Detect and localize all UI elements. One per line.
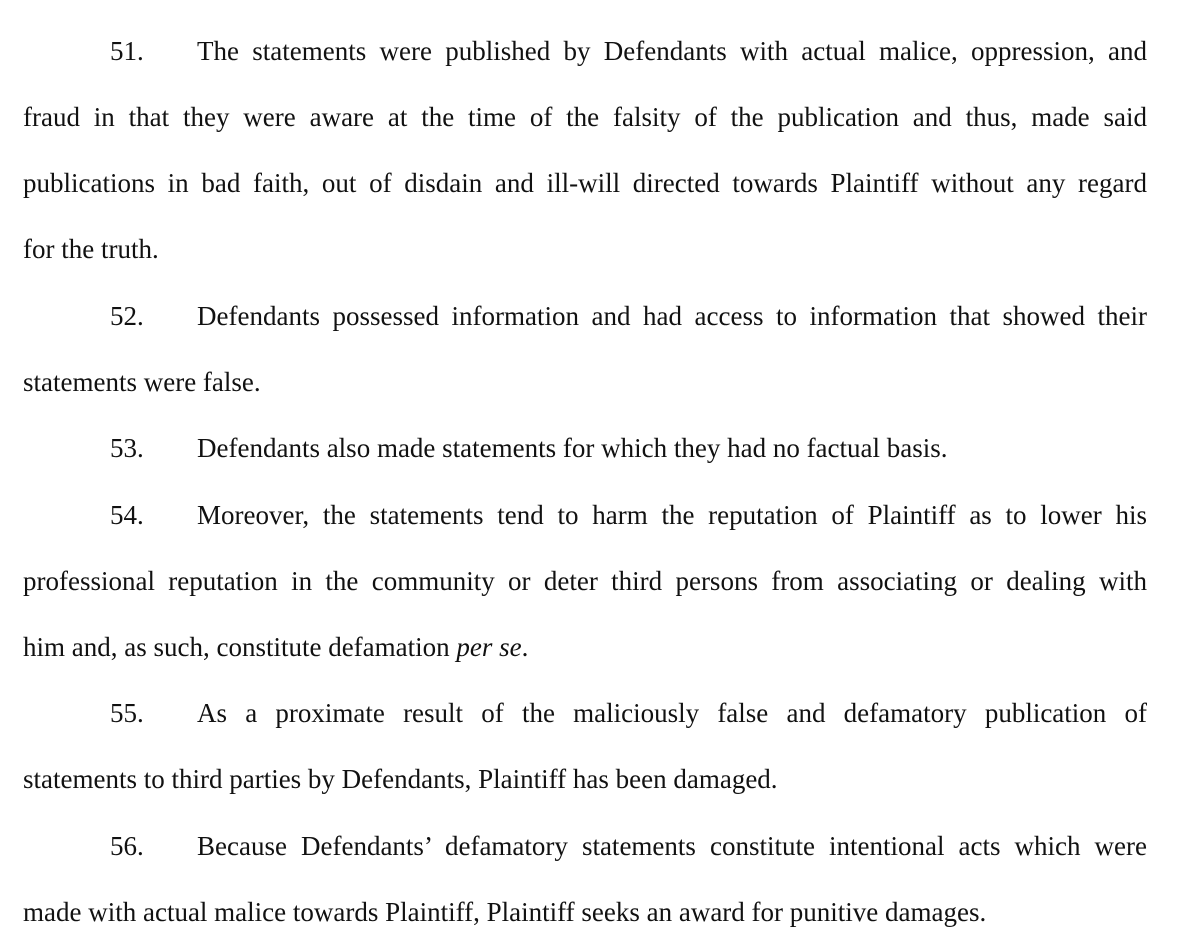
paragraph-51-line-3: publications in bad faith, out of disdain and ill-will directed towards Plaintiff without any regard [23, 168, 1147, 198]
paragraph-number: 51. [110, 36, 144, 66]
paragraph-text: The statements were published by Defendants with actual malice, oppression, and [197, 36, 1147, 66]
paragraph-text: Defendants also made statements for which they had no factual basis. [197, 433, 948, 463]
paragraph-54-line-2: professional reputation in the community or deter third persons from associating or dealing with [23, 566, 1147, 596]
paragraph-51-line-2: fraud in that they were aware at the time of the falsity of the publication and thus, made said [23, 102, 1147, 132]
paragraph-56-line-1 [110, 829, 1147, 863]
paragraph-text: him and, as such, constitute defamation [23, 632, 457, 662]
paragraph-51-line-4: for the truth. [23, 234, 159, 264]
paragraph-54-line-3 [23, 630, 1147, 664]
paragraph-53-line-1 [110, 431, 1147, 465]
paragraph-text: As a proximate result of the maliciously false and defamatory publication of [197, 698, 1147, 728]
latin-term-italic: per se [456, 632, 522, 662]
paragraph-text: Moreover, the statements tend to harm the reputation of Plaintiff as to lower his [197, 500, 1147, 530]
paragraph-number: 56. [110, 831, 144, 861]
terminal-punctuation: . [521, 632, 529, 662]
paragraph-number: 54. [110, 500, 144, 530]
paragraph-52-line-1 [110, 299, 1147, 333]
paragraph-number: 53. [110, 433, 144, 463]
paragraph-text: Because Defendants’ defamatory statements constitute intentional acts which were [197, 831, 1147, 861]
paragraph-52-line-2: statements were false. [23, 367, 261, 397]
paragraph-text: Defendants possessed information and had access to information that showed their [197, 301, 1147, 331]
paragraph-55-line-1 [110, 696, 1147, 730]
paragraph-55-line-2: statements to third parties by Defendants, Plaintiff has been damaged. [23, 764, 778, 794]
paragraph-number: 55. [110, 698, 144, 728]
paragraph-54-line-1 [110, 498, 1147, 532]
paragraph-51-line-1 [110, 34, 1147, 68]
paragraph-56-line-2: made with actual malice towards Plaintiff, Plaintiff seeks an award for punitive damages. [23, 897, 987, 927]
paragraph-number: 52. [110, 301, 144, 331]
